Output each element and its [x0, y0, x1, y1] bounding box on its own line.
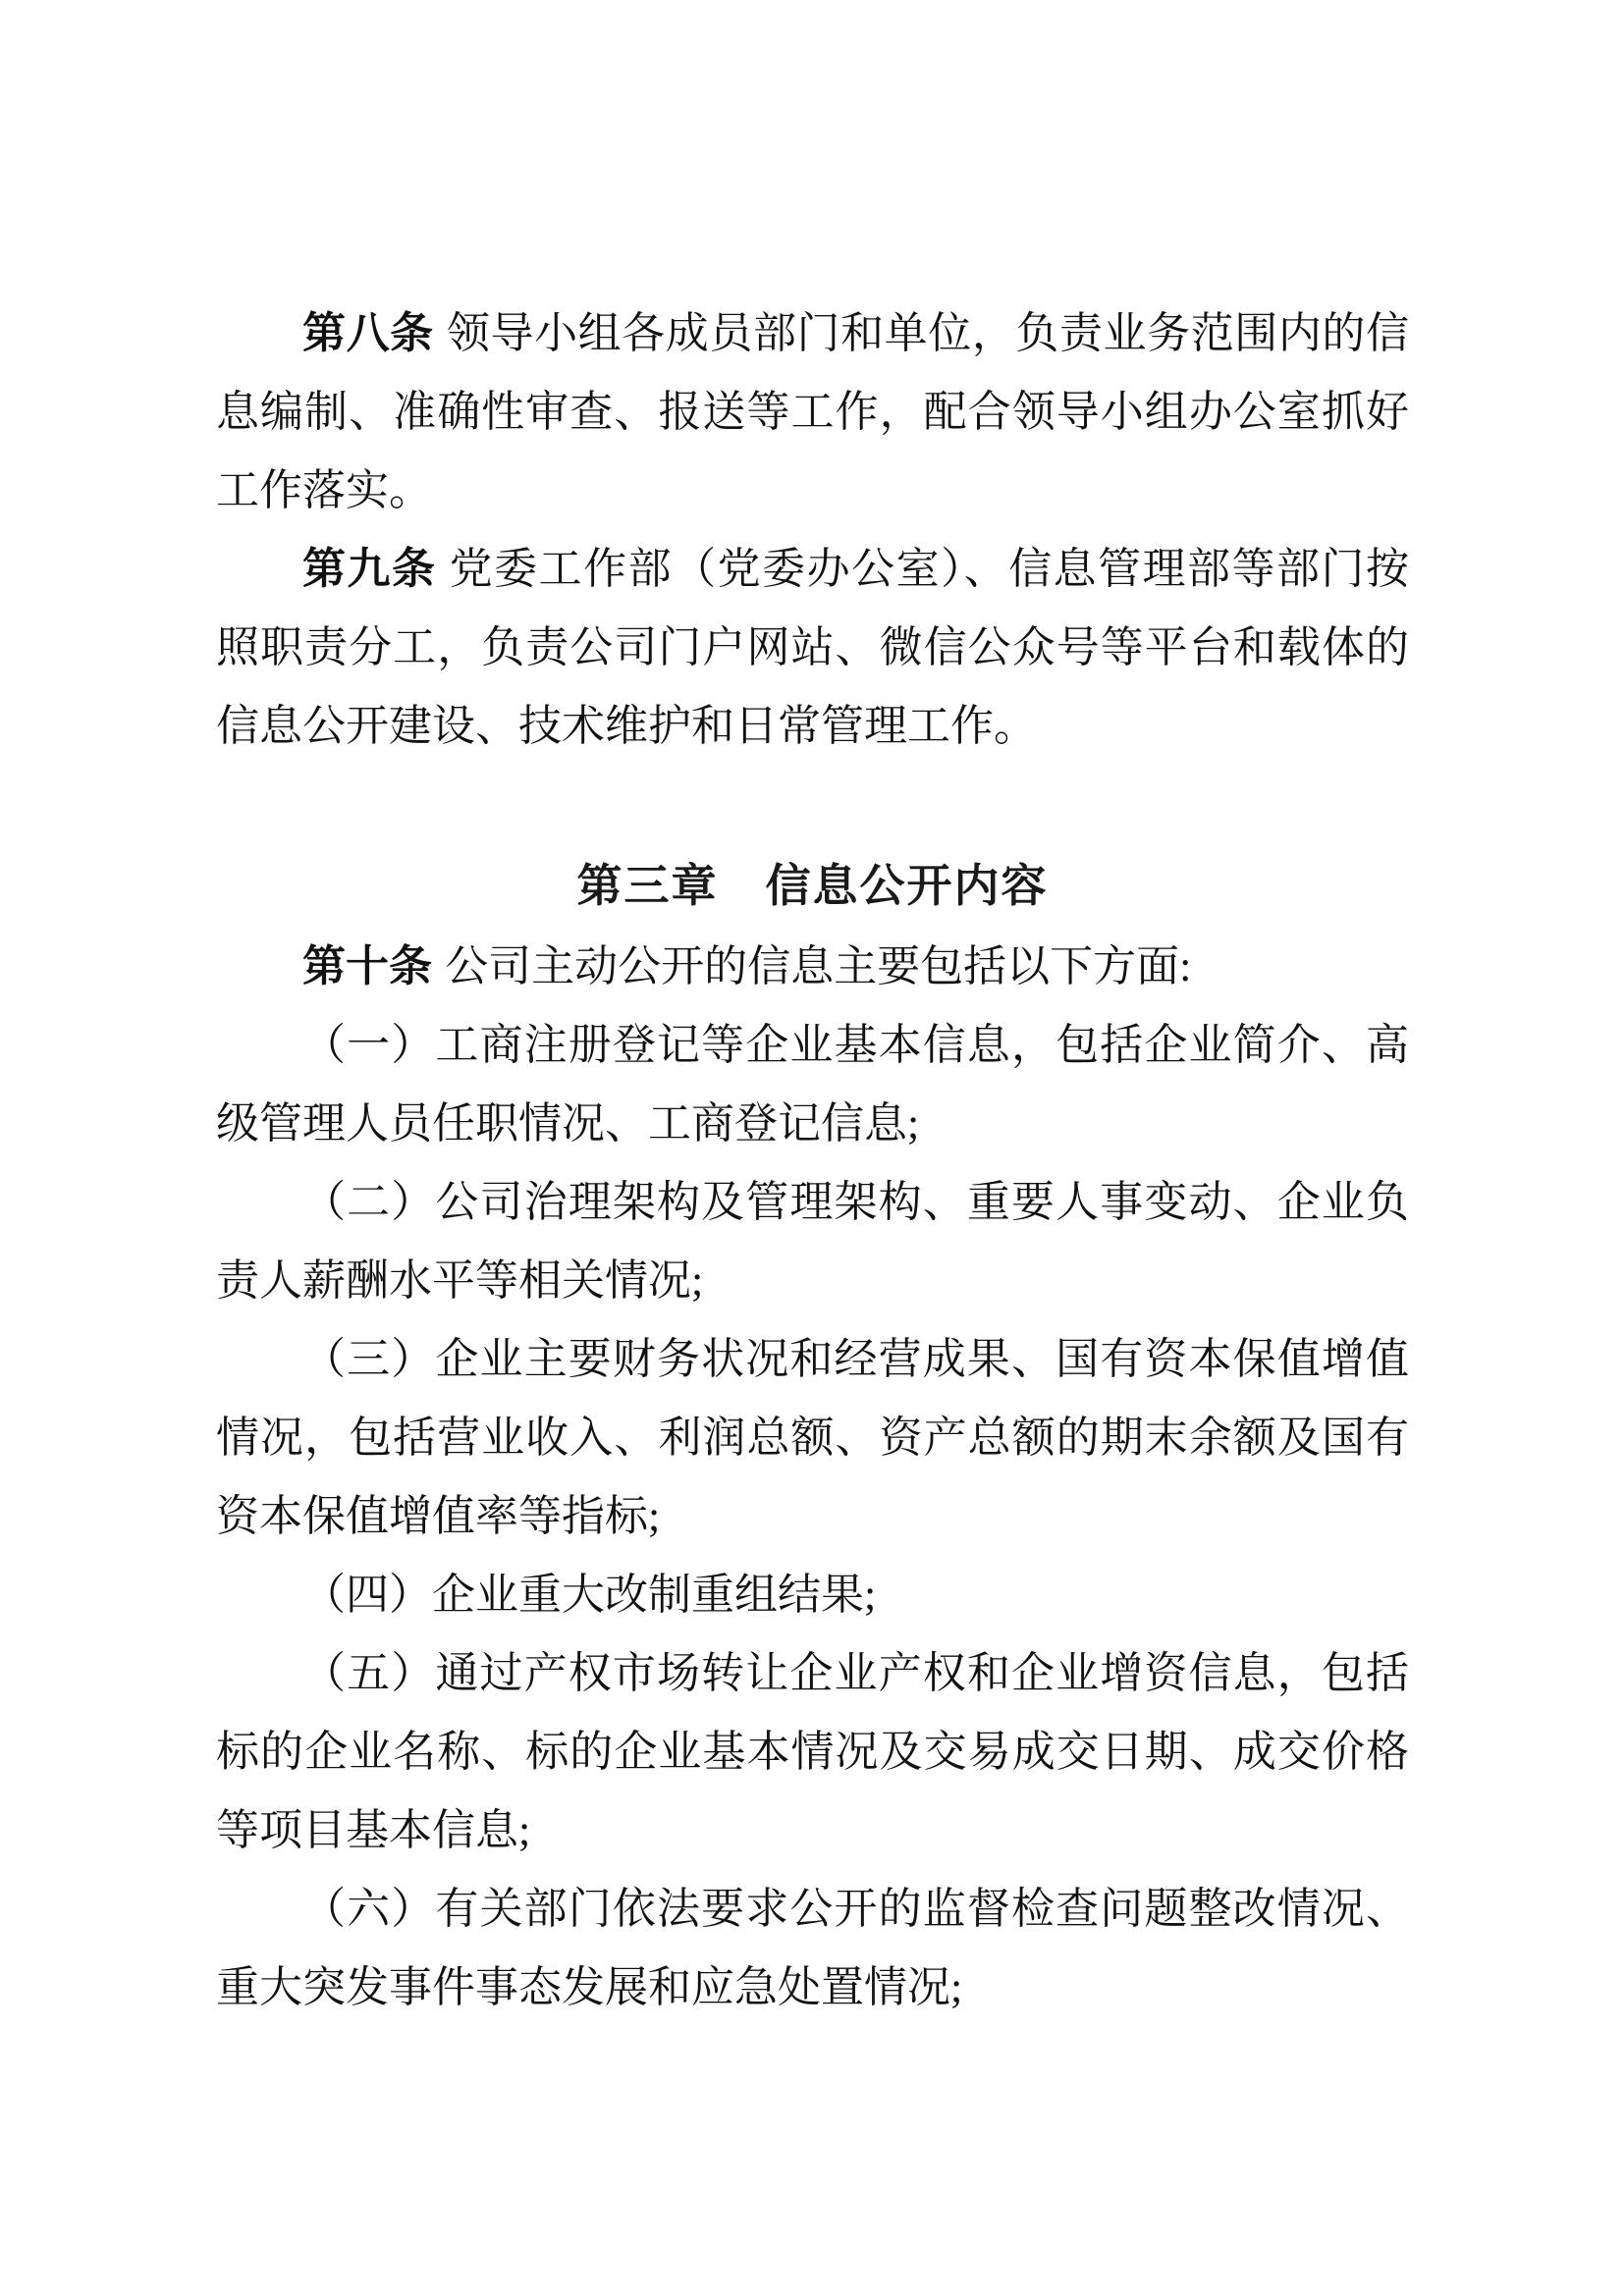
article-8-number: 第八条 [302, 309, 434, 357]
paragraph-article-8 [216, 294, 1409, 530]
article-9-text: 党委工作部（党委办公室）、信息管理部等部门按照职责分工，负责公司门户网站、微信公众号等平台和载体的信息公开建设、技术维护和日常管理工作。 [216, 545, 1410, 750]
article-10-number: 第十条 [302, 942, 432, 990]
article-10-text: 公司主动公开的信息主要包括以下方面: [445, 942, 1192, 990]
article-8-text: 领导小组各成员部门和单位，负责业务范围内的信息编制、准确性审查、报送等工作，配合领导小组办公室抓好工作落实。 [216, 309, 1410, 514]
paragraph-article-10 [216, 928, 1409, 1006]
list-item-1: （一）工商注册登记等企业基本信息，包括企业简介、高级管理人员任职情况、工商登记信息; [216, 1021, 1409, 1148]
article-9-number: 第九条 [302, 545, 437, 593]
list-item-4: （四）企业重大改制重组结果; [302, 1571, 877, 1619]
chapter-heading: 第三章 信息公开内容 [576, 860, 1049, 911]
list-item-6: （六）有关部门依法要求公开的监督检查问题整改情况、重大突发事件事态发展和应急处置情况; [216, 1885, 1409, 2011]
list-item-3: （三）企业主要财务状况和经营成果、国有资本保值增值情况，包括营业收入、利润总额、资产总额的期末余额及国有资本保值增值率等指标; [216, 1335, 1409, 1540]
paragraph-article-9 [216, 530, 1409, 766]
list-item-2: （二）公司治理架构及管理架构、重要人事变动、企业负责人薪酬水平等相关情况; [216, 1178, 1409, 1305]
list-item-5: （五）通过产权市场转让企业产权和企业增资信息，包括标的企业名称、标的企业基本情况及交易成交日期、成交价格等项目基本信息; [216, 1649, 1409, 1854]
